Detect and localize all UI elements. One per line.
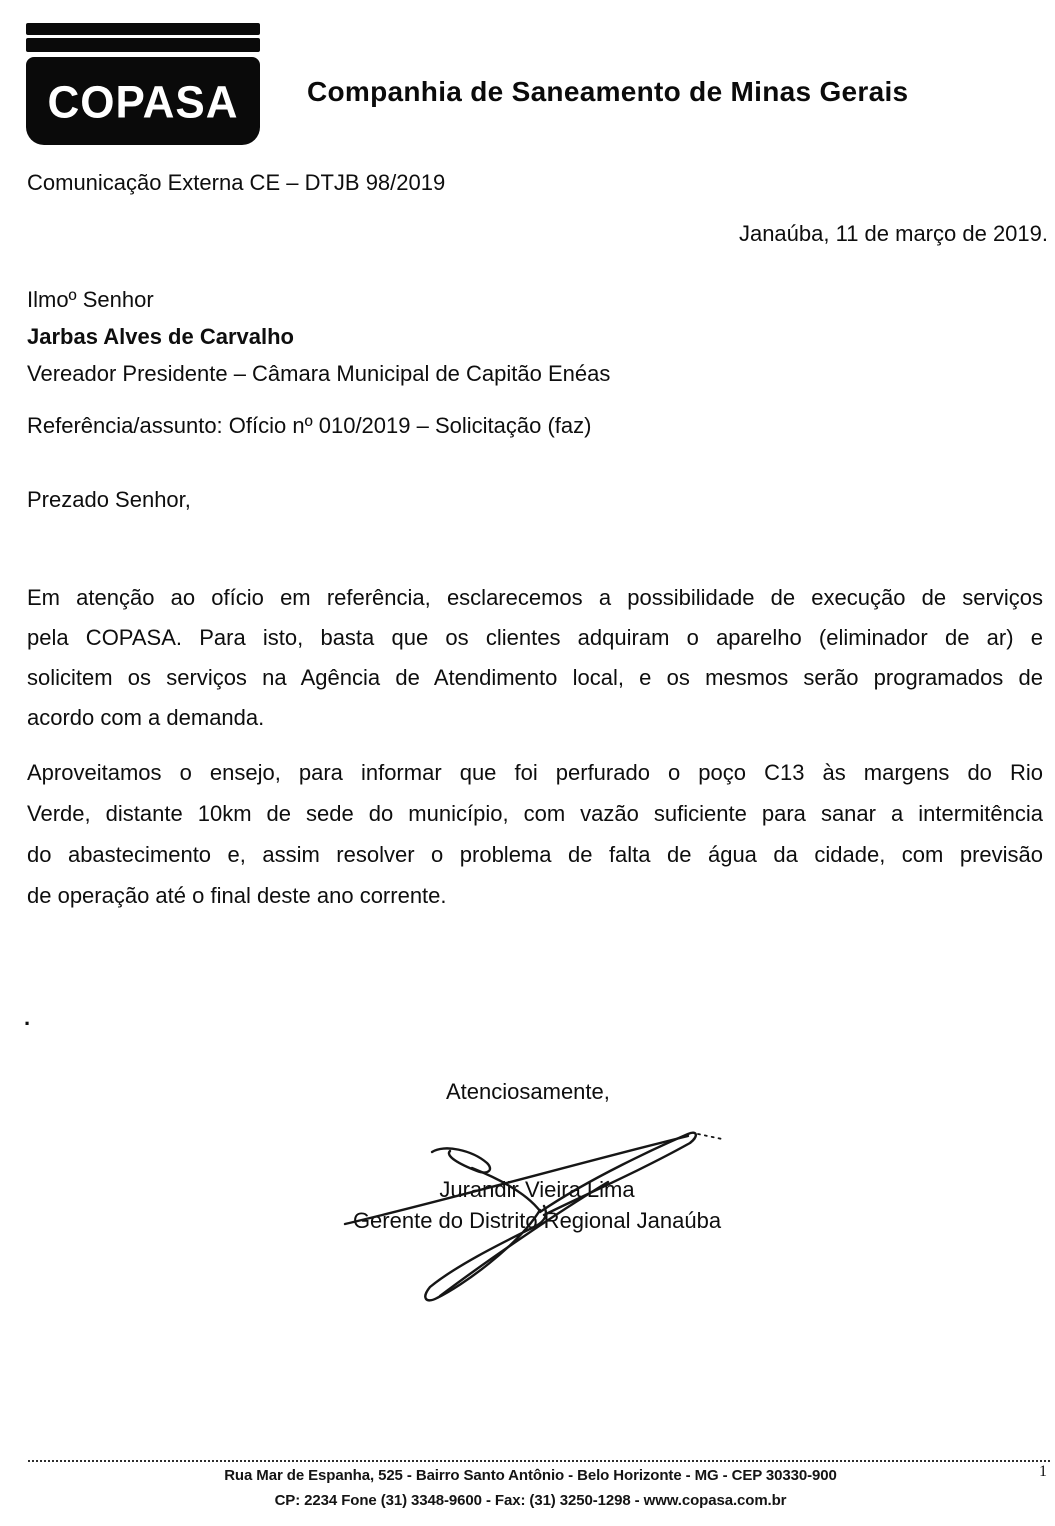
footer-contacts: CP: 2234 Fone (31) 3348-9600 - Fax: (31) 3250-1298 - www.copasa.com.br xyxy=(274,1491,787,1509)
logo-stripe-bottom xyxy=(26,38,260,52)
page-number: 1 xyxy=(1039,1463,1047,1480)
paragraph-line: Aproveitamos o ensejo, para informar que foi perfurado o poço C13 às margens do Rio xyxy=(27,760,1043,785)
paragraph-line: acordo com a demanda. xyxy=(27,705,265,730)
signature-block xyxy=(272,1174,802,1236)
document-reference: Comunicação Externa CE – DTJB 98/2019 xyxy=(27,170,446,195)
body-paragraph-1 xyxy=(27,578,1043,738)
addressee-title: Vereador Presidente – Câmara Municipal de Capitão Enéas xyxy=(27,361,611,386)
paragraph-line: Verde, distante 10km de sede do município, com vazão suficiente para sanar a intermitência xyxy=(27,801,1043,826)
addressee-block xyxy=(27,281,610,392)
logo-stripe-top xyxy=(26,23,260,35)
paragraph-line: solicitem os serviços na Agência de Atendimento local, e os mesmos serão programados de xyxy=(27,665,1043,690)
closing-salutation: Atenciosamente, xyxy=(446,1079,610,1104)
stray-period-mark: . xyxy=(24,1005,31,1030)
signer-title: Gerente do Distrito Regional Janaúba xyxy=(352,1208,722,1233)
footer-divider xyxy=(28,1460,1050,1462)
logo-text: COPASA xyxy=(47,77,239,129)
logo-box xyxy=(26,57,260,145)
reference-subject-line: Referência/assunto: Ofício nº 010/2019 – Solicitação (faz) xyxy=(27,413,592,438)
signer-name: Jurandir Vieira Lima xyxy=(439,1177,635,1202)
paragraph-line: de operação até o final deste ano corrente. xyxy=(27,883,447,908)
copasa-logo xyxy=(26,23,260,145)
footer-address: Rua Mar de Espanha, 525 - Bairro Santo Antônio - Belo Horizonte - MG - CEP 30330-900 xyxy=(224,1467,837,1484)
company-name: Companhia de Saneamento de Minas Gerais xyxy=(307,76,909,107)
addressee-salutation: Ilmoº Senhor xyxy=(27,287,154,312)
date-line: Janaúba, 11 de março de 2019. xyxy=(738,221,1048,246)
body-paragraph-2 xyxy=(27,752,1043,916)
greeting: Prezado Senhor, xyxy=(27,487,191,512)
footer-block xyxy=(27,1464,1034,1513)
paragraph-line: Em atenção ao ofício em referência, esclarecemos a possibilidade de execução de serviços xyxy=(27,585,1043,610)
paragraph-line: pela COPASA. Para isto, basta que os clientes adquiram o aparelho (eliminador de ar) e xyxy=(27,625,1043,650)
addressee-name: Jarbas Alves de Carvalho xyxy=(27,324,294,349)
paragraph-line: do abastecimento e, assim resolver o problema de falta de água da cidade, com previsão xyxy=(27,842,1043,867)
